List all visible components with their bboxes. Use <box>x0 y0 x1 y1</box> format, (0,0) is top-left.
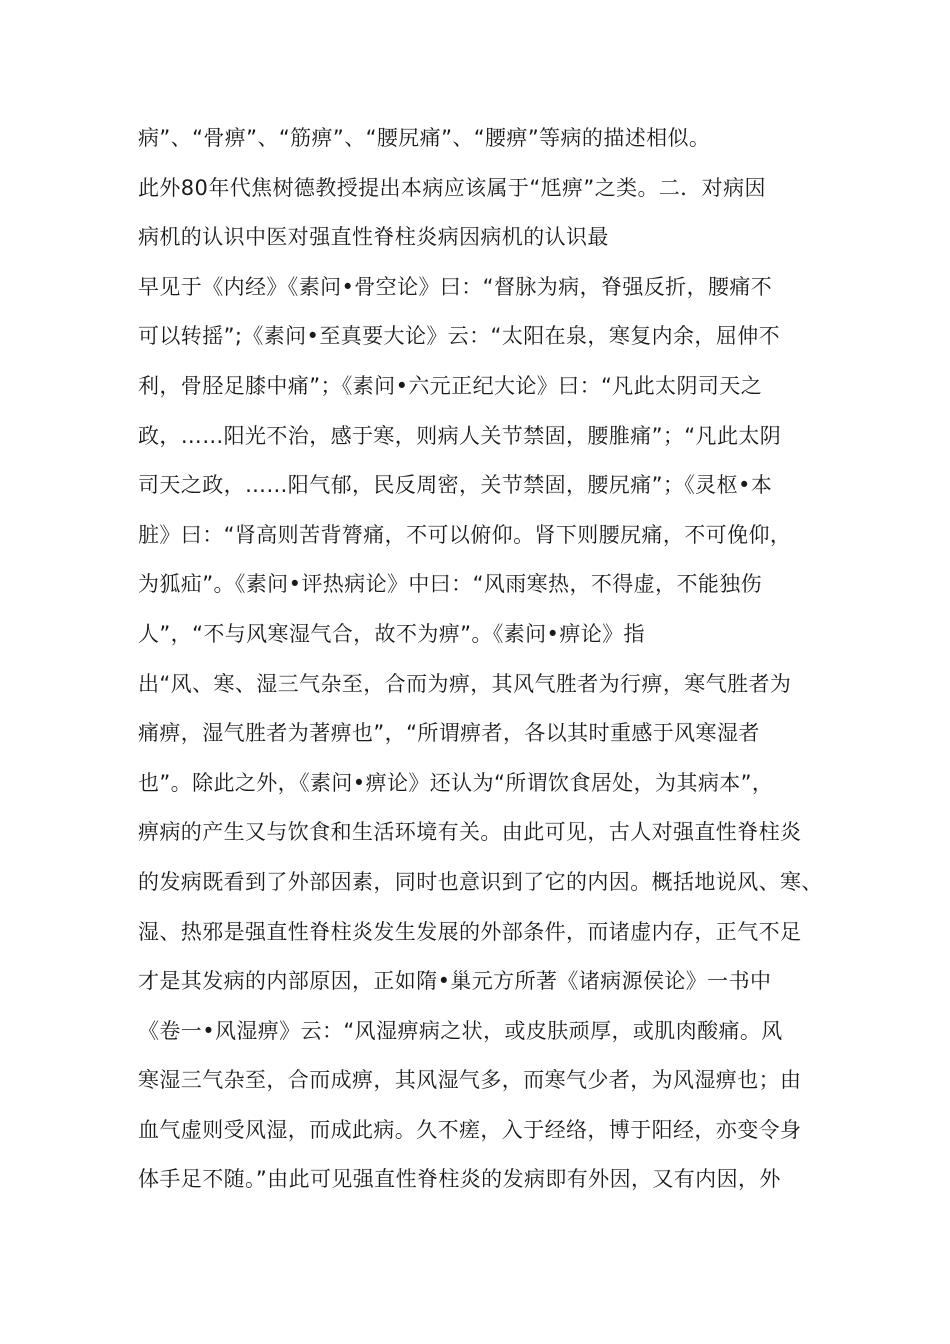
text-line: 寒湿三气杂至，合而成痹，其风湿气多，而寒气少者，为风湿痹也；由 <box>138 1068 802 1093</box>
text-line: 可以转摇”;《素问•至真要大论》云：“太阳在泉，寒复内余，屈伸不 <box>138 324 781 349</box>
text-line: 才是其发病的内部原因，正如隋•巢元方所著《诸病源侯论》一书中 <box>138 969 772 994</box>
text-line: 的发病既看到了外部因素，同时也意识到了它的内因。概括地说风、寒、 <box>138 869 823 894</box>
text-line: 利，骨胫足膝中痛”；《素问•六元正纪大论》曰：“凡此太阴司天之 <box>138 373 763 398</box>
text-line: 早见于《内经》《素问•骨空论》曰：“督脉为病，脊强反折，腰痛不 <box>138 274 773 299</box>
text-line: 痹病的产生又与饮食和生活环境有关。由此可见，古人对强直性脊柱炎 <box>138 820 802 845</box>
text-line: 病”、“骨痹”、“筋痹”、“腰尻痛”、“腰痹”等病的描述相似。 <box>138 126 711 150</box>
text-line: 体手足不随。”由此可见强直性脊柱炎的发病即有外因，又有内因，外 <box>138 1167 781 1192</box>
text-line: 痛痹，湿气胜者为著痹也”，“所谓痹者，各以其时重感于风寒湿者 <box>138 721 760 746</box>
text-line: 《卷一•风湿痹》云：“风湿痹病之状，或皮肤顽厚，或肌肉酸痛。风 <box>138 1018 783 1043</box>
text-line: 司天之政，……阳气郁，民反周密，关节禁固，腰尻痛”；《灵枢•本 <box>138 473 773 498</box>
body-text <box>138 114 823 1205</box>
text-line: 脏》曰：“肾高则苦背膂痛，不可以俯仰。肾下则腰尻痛，不可俛仰， <box>138 522 792 547</box>
text-line: 也”。除此之外，《素问•痹论》还认为“所谓饮食居处，为其病本”， <box>138 770 774 795</box>
text-line: 为狐疝”。《素问•评热病论》中曰：“风雨寒热，不得虚，不能独伤 <box>138 572 763 597</box>
text-line: 病机的认识中医对强直性脊柱炎病因病机的认识最 <box>138 225 609 250</box>
text-line: 血气虚则受风湿，而成此病。久不瘥，入于经络，博于阳经，亦变令身 <box>138 1117 802 1142</box>
text-line: 政，……阳光不治，感于寒，则病人关节禁固，腰脽痛”；“凡此太阴 <box>138 423 782 448</box>
text-line: 此外80年代焦树德教授提出本病应该属于“尪痹”之类。二．对病因 <box>138 175 766 200</box>
text-line: 出“风、寒、湿三气杂至，合而为痹，其风气胜者为行痹，寒气胜者为 <box>138 671 792 696</box>
text-line: 湿、热邪是强直性脊柱炎发生发展的外部条件，而诸虚内存，正气不足 <box>138 919 802 944</box>
text-line: 人”，“不与风寒湿气合，故不为痹”。《素问•痹论》指 <box>138 621 645 646</box>
